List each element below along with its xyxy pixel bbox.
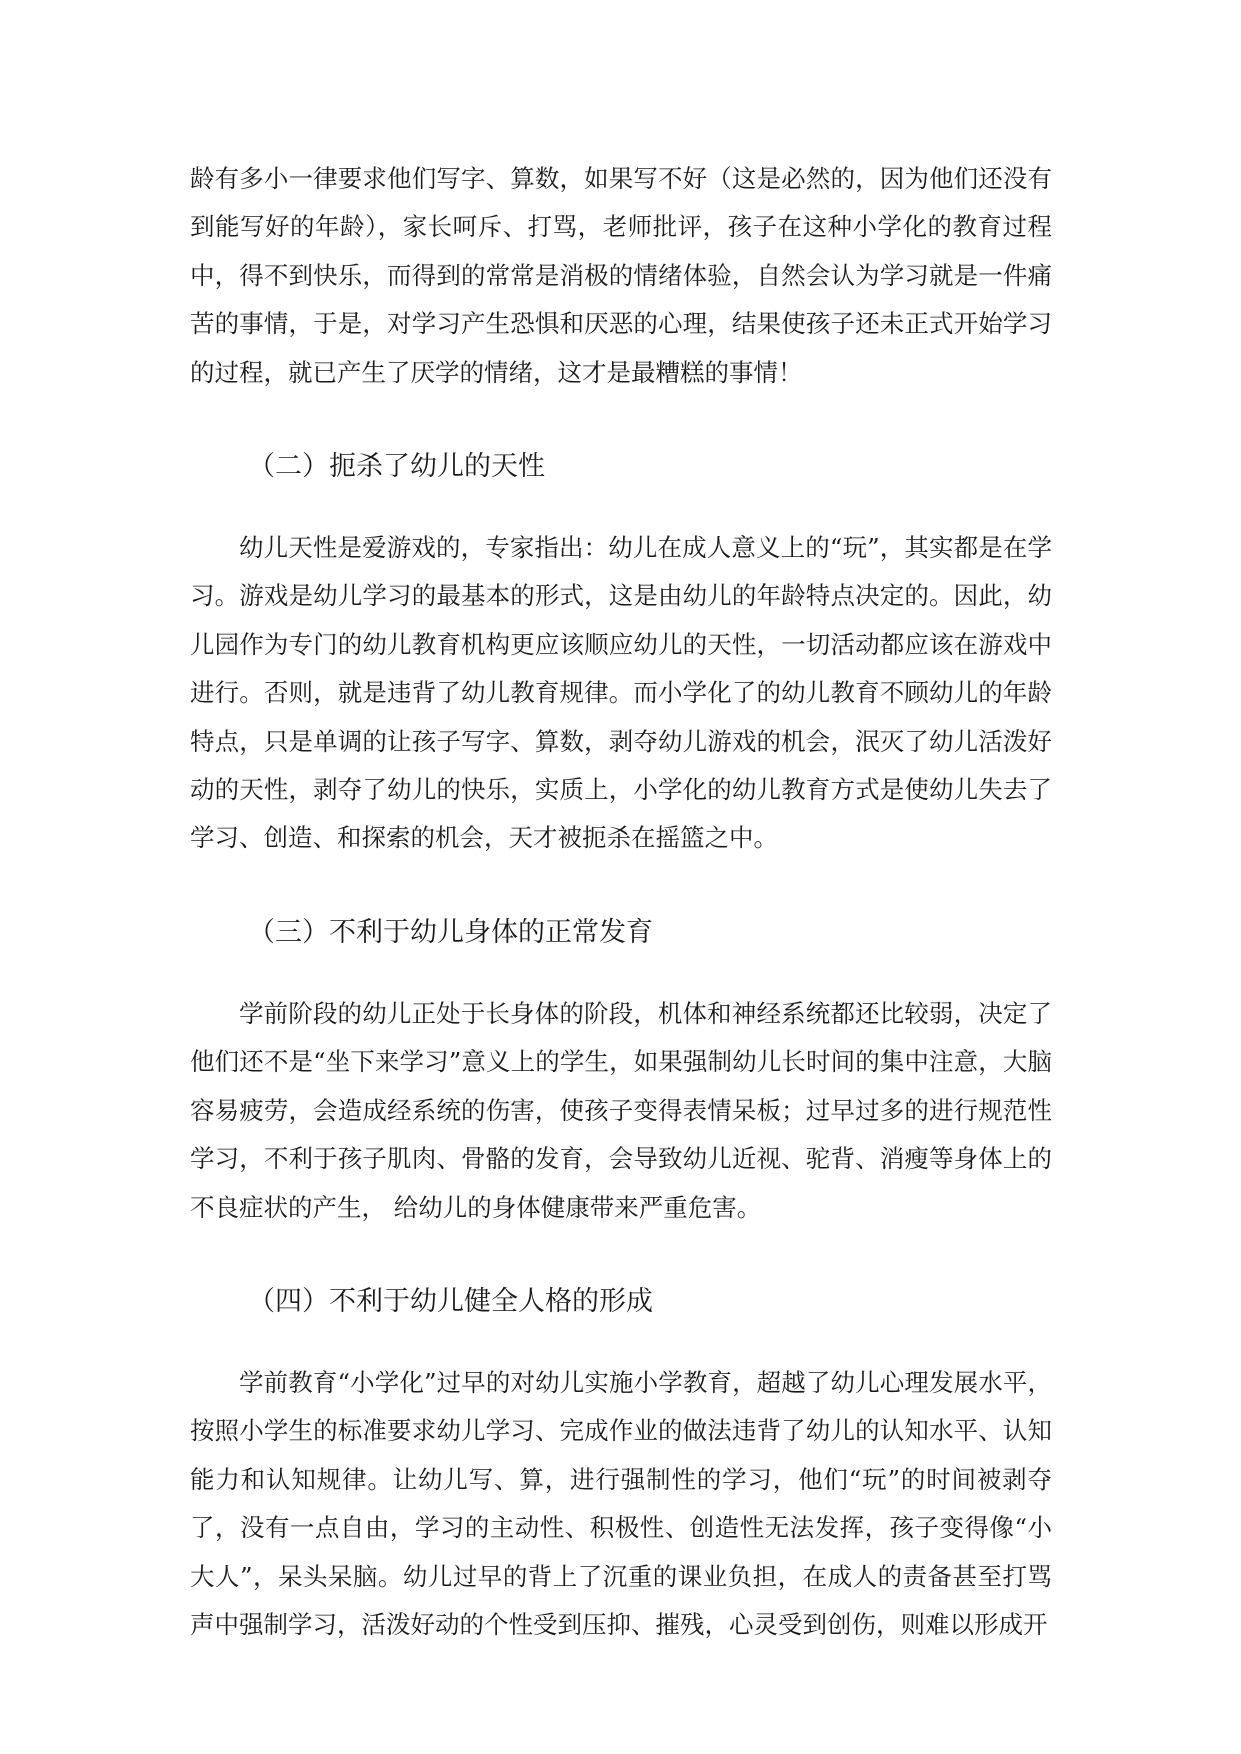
paragraph-3: 学前阶段的幼儿正处于长身体的阶段，机体和神经系统都还比较弱，决定了他们还不是“坐下来学习”意义上的学生，如果强制幼儿长时间的集中注意，大脑容易疲劳，会造成经系统的伤害，使孩子变得表情呆板；过早过多的进行规范性学习，不利于孩子肌肉、骨骼的发育，会导致幼儿近视、驼背、消瘦等身体上的不良症状的产生， 给幼儿的身体健康带来严重危害。 [190, 998, 1052, 1222]
document-body [190, 155, 1052, 1649]
paragraph-4: 学前教育“小学化”过早的对幼儿实施小学教育，超越了幼儿心理发展水平，按照小学生的标准要求幼儿学习、完成作业的做法违背了幼儿的认知水平、认知能力和认知规律。让幼儿写、算，进行强制性的学习，他们“玩”的时间被剥夺了，没有一点自由，学习的主动性、积极性、创造性无法发挥，孩子变得像“小大人”，呆头呆脑。幼儿过早的背上了沉重的课业负担，在成人的责备甚至打骂声中强制学习，活泼好动的个性受到压抑、摧残，心灵受到创伤，则难以形成开 [190, 1367, 1052, 1639]
paragraph-2: 幼儿天性是爱游戏的，专家指出：幼儿在成人意义上的“玩”，其实都是在学习。游戏是幼儿学习的最基本的形式，这是由幼儿的年龄特点决定的。因此，幼儿园作为专门的幼儿教育机构更应该顺应幼儿的天性，一切活动都应该在游戏中进行。否则，就是违背了幼儿教育规律。而小学化了的幼儿教育不顾幼儿的年龄特点，只是单调的让孩子写字、算数，剥夺幼儿游戏的机会，泯灭了幼儿活泼好动的天性，剥夺了幼儿的快乐，实质上，小学化的幼儿教育方式是使幼儿失去了学习、创造、和探索的机会，天才被扼杀在摇篮之中。 [190, 533, 1052, 853]
section-heading-3: （三）不利于幼儿身体的正常发育 [248, 916, 653, 948]
paragraph-1: 龄有多小一律要求他们写字、算数，如果写不好（这是必然的，因为他们还没有到能写好的年龄），家长呵斥、打骂，老师批评，孩子在这种小学化的教育过程中，得不到快乐，而得到的常常是消极的情绪体验，自然会认为学习就是一件痛苦的事情，于是，对学习产生恐惧和厌恶的心理，结果使孩子还未正式开始学习的过程，就已产生了厌学的情绪，这才是最糟糕的事情！ [190, 164, 1052, 387]
spacer [190, 1326, 1052, 1359]
spacer [190, 397, 1052, 443]
section-heading-4: （四）不利于幼儿健全人格的形成 [248, 1285, 653, 1317]
section-heading-2: （二）扼杀了幼儿的天性 [248, 451, 545, 483]
spacer [190, 863, 1052, 909]
spacer [190, 491, 1052, 524]
spacer [190, 1232, 1052, 1278]
spacer [190, 957, 1052, 990]
